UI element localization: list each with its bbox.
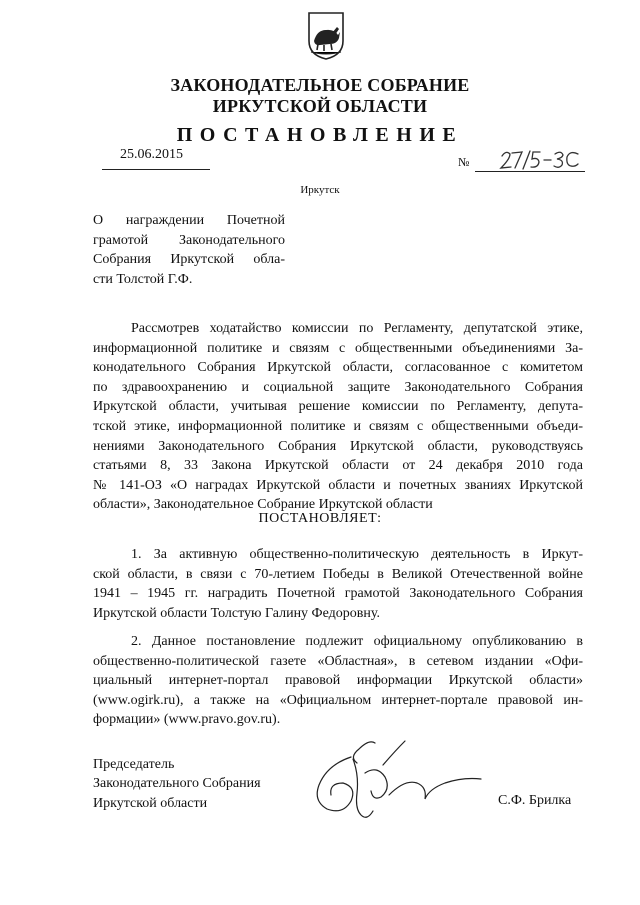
preamble-line: конодательного Собрания Иркутской области, согласованное с комитетом bbox=[93, 360, 583, 376]
organization-name-line1: ЗАКОНОДАТЕЛЬНОЕ СОБРАНИЕ bbox=[170, 75, 470, 95]
preamble-line: Рассмотрев ходатайство комиссии по Регламенту, депутатской этике, bbox=[131, 321, 583, 336]
item-2-line: 2. Данное постановление подлежит официальному опубликованию в bbox=[131, 634, 583, 649]
signatory-title-line: Законодательного Собрания bbox=[93, 776, 261, 792]
number-label: № bbox=[458, 155, 470, 169]
preamble-line: нениями Законодательного Собрания Иркутской области, руководствуясь bbox=[93, 438, 583, 454]
item-2-line: циальный интернет-портал правовой информации Иркутской области» bbox=[93, 673, 583, 689]
item-1-line: Иркутской области Толстую Галину Федоровну. bbox=[93, 605, 380, 621]
subject-line: сти Толстой Г.Ф. bbox=[93, 271, 193, 287]
subject-line: Собрания Иркутской обла- bbox=[93, 252, 285, 267]
handwritten-signature bbox=[305, 735, 485, 825]
item-1-paragraph bbox=[93, 545, 583, 623]
handwritten-document-number bbox=[478, 148, 588, 174]
item-2-line: общественно-политической газете «Областная», в сетевом издании «Офи- bbox=[93, 653, 583, 669]
item-1-line: 1. За активную общественно-политическую деятельность в Иркут- bbox=[131, 547, 583, 562]
organization-name-line2: ИРКУТСКОЙ ОБЛАСТИ bbox=[212, 96, 428, 116]
preamble-line: области», Законодательное Собрание Иркутской области bbox=[93, 497, 433, 513]
coat-of-arms-icon bbox=[306, 11, 346, 61]
preamble-line: № 141-ОЗ «О наградах Иркутской области и почетных званиях Иркутской bbox=[93, 477, 583, 493]
decree-heading: ПОСТАНОВЛЯЕТ: bbox=[258, 511, 382, 526]
city: Иркутск bbox=[300, 184, 340, 196]
document-type: ПОСТАНОВЛЕНИЕ bbox=[176, 124, 464, 146]
document-subject bbox=[93, 211, 285, 289]
item-1-line: 1941 – 1945 гг. наградить Почетной грамотой Законодательного Собрания bbox=[93, 586, 583, 602]
item-2-line: (www.ogirk.ru), а также на «Официальном интернет-портале правовой ин- bbox=[93, 692, 583, 708]
signatory-title bbox=[93, 755, 261, 813]
signatory-title-line: Председатель bbox=[93, 757, 175, 772]
preamble-line: Иркутской области, учитывая решение комиссии по Регламенту, депута- bbox=[93, 399, 583, 415]
date-underline bbox=[102, 169, 210, 170]
item-2-line: формации» (www.pravo.gov.ru). bbox=[93, 712, 281, 728]
preamble-paragraph bbox=[93, 319, 583, 515]
preamble-line: информационной политике и связям с общественными объединениями За- bbox=[93, 340, 583, 356]
subject-line: грамотой Законодательного bbox=[93, 232, 285, 248]
preamble-line: тской этике, информационной политике и связям с общественными объеди- bbox=[93, 418, 583, 434]
preamble-line: статьями 8, 33 Закона Иркутской области от 24 декабря 2010 года bbox=[93, 458, 583, 474]
document-date: 25.06.2015 bbox=[120, 147, 183, 162]
item-2-paragraph bbox=[93, 632, 583, 730]
signatory-title-line: Иркутской области bbox=[93, 795, 208, 811]
preamble-line: по здравоохранению и социальной защите Законодательного Собрания bbox=[93, 379, 583, 395]
signatory-name: С.Ф. Брилка bbox=[498, 793, 572, 808]
subject-line: О награждении Почетной bbox=[93, 213, 285, 228]
item-1-line: ской области, в связи с 70-летием Победы в Великой Отечественной войне bbox=[93, 566, 583, 582]
